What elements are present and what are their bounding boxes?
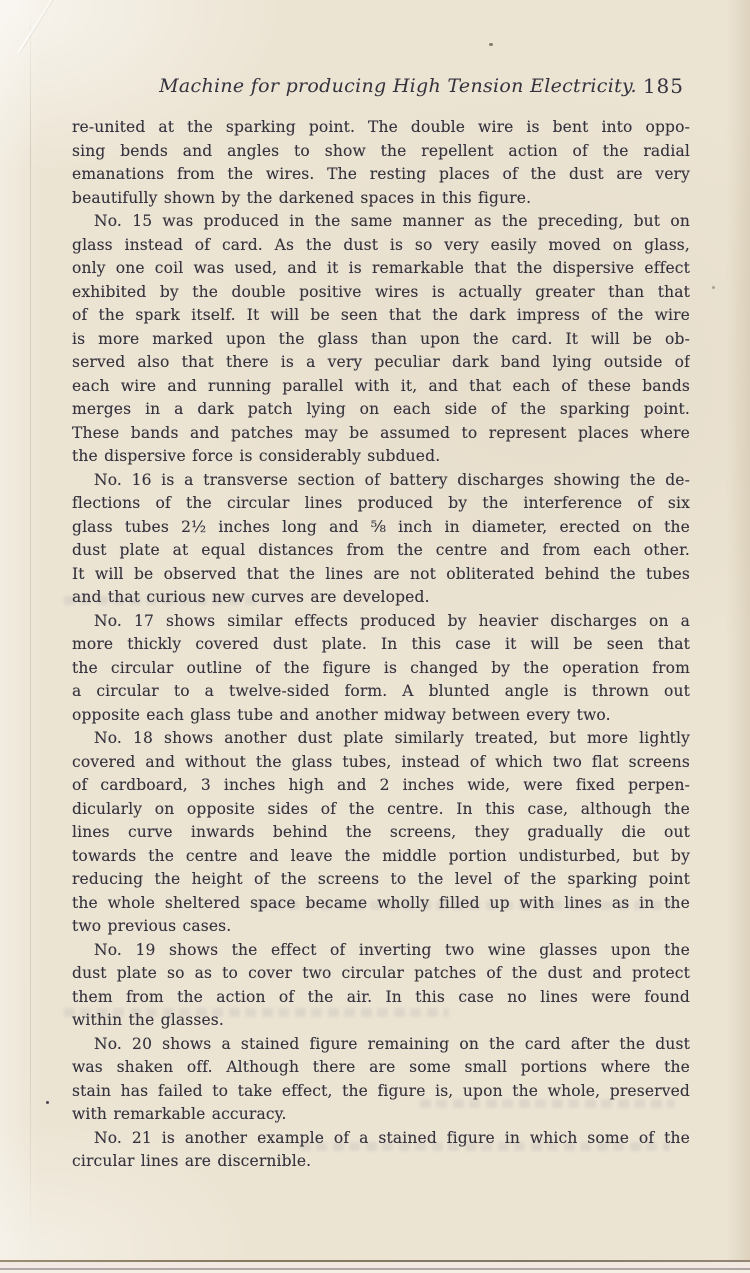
running-title: Machine for producing High Tension Electricity. xyxy=(159,75,637,97)
text-line: sing bends and angles to show the repellent action of the radial xyxy=(72,141,690,160)
text-line: exhibited by the double positive wires is actually greater than that xyxy=(72,282,690,301)
text-line: of the spark itself. It will be seen that the dark impress of the wire xyxy=(72,306,690,324)
text-line: beautifully shown by the darkened spaces in this figure. xyxy=(72,188,532,207)
text-line: two previous cases. xyxy=(72,917,232,935)
text-line: merges in a dark patch lying on each side of the sparking point. xyxy=(72,400,690,418)
text-line: circular lines are discernible. xyxy=(72,1152,312,1170)
text-line: is more marked upon the glass than upon the card. It will be ob- xyxy=(72,329,690,348)
text-line: No. 18 shows another dust plate similarly treated, but more lightly xyxy=(94,729,690,747)
text-line: stain has failed to take effect, the figure is, upon the whole, preserved xyxy=(72,1081,690,1100)
text-line: a circular to a twelve-sided form. A blunted angle is thrown out xyxy=(72,682,690,700)
page-bottom-edge xyxy=(0,1260,750,1273)
text-line: the dispersive force is considerably subdued. xyxy=(72,447,441,465)
text-line: towards the centre and leave the middle portion undisturbed, but by xyxy=(72,846,690,865)
text-line: It will be observed that the lines are not obliterated behind the tubes xyxy=(72,564,690,583)
text-line: was shaken off. Although there are some small portions where the xyxy=(72,1058,690,1076)
paper-speck xyxy=(712,286,715,289)
text-line: dust plate so as to cover two circular patches of the dust and protect xyxy=(72,964,690,982)
body-text xyxy=(72,116,690,1174)
text-line: These bands and patches may be assumed to represent places where xyxy=(72,423,690,442)
text-line: the circular outline of the figure is changed by the operation from xyxy=(72,658,690,677)
text-line: emanations from the wires. The resting places of the dust are very xyxy=(72,165,690,183)
text-line: No. 20 shows a stained figure remaining on the card after the dust xyxy=(94,1034,690,1053)
text-line: the whole sheltered space became wholly filled up with lines as in the xyxy=(72,893,690,912)
text-line: flections of the circular lines produced by the interference of six xyxy=(72,494,690,512)
text-line: No. 19 shows the effect of inverting two wine glasses upon the xyxy=(94,940,690,959)
text-line: with remarkable accuracy. xyxy=(72,1105,287,1123)
text-line: them from the action of the air. In this case no lines were found xyxy=(72,987,690,1006)
page-header xyxy=(72,72,690,102)
text-line: No. 17 shows similar effects produced by heavier discharges on a xyxy=(94,611,690,630)
text-line: each wire and running parallel with it, and that each of these bands xyxy=(72,376,690,395)
paper-speck xyxy=(46,1101,49,1104)
text-line: covered and without the glass tubes, instead of which two flat screens xyxy=(72,752,690,771)
text-line: only one coil was used, and it is remarkable that the dispersive effect xyxy=(72,259,690,277)
text-line: and that curious new curves are developed. xyxy=(72,588,430,606)
text-line: No. 16 is a transverse section of battery discharges showing the de- xyxy=(94,470,690,489)
text-line: of cardboard, 3 inches high and 2 inches wide, were fixed perpen- xyxy=(72,776,690,794)
text-line: more thickly covered dust plate. In this case it will be seen that xyxy=(72,635,690,653)
text-line: lines curve inwards behind the screens, they gradually die out xyxy=(72,823,690,841)
page-gutter-crease xyxy=(30,0,31,1258)
text-line: glass tubes 2½ inches long and ⅝ inch in diameter, erected on the xyxy=(72,517,690,536)
text-line: dust plate at equal distances from the centre and from each other. xyxy=(72,541,690,559)
text-line: served also that there is a very peculiar dark band lying outside of xyxy=(72,353,690,371)
text-line: within the glasses. xyxy=(72,1011,224,1029)
text-line: No. 21 is another example of a stained figure in which some of the xyxy=(94,1128,690,1147)
text-line: re-united at the sparking point. The double wire is bent into oppo- xyxy=(72,118,690,136)
text-line: opposite each glass tube and another midway between every two. xyxy=(72,705,611,724)
text-line: dicularly on opposite sides of the centre. In this case, although the xyxy=(72,799,690,818)
page-number: 185 xyxy=(642,74,684,98)
paper-speck xyxy=(489,43,493,46)
text-line: glass instead of card. As the dust is so very easily moved on glass, xyxy=(72,235,690,254)
text-line: reducing the height of the screens to the level of the sparking point xyxy=(72,870,690,888)
text-line: No. 15 was produced in the same manner as the preceding, but on xyxy=(94,212,690,230)
